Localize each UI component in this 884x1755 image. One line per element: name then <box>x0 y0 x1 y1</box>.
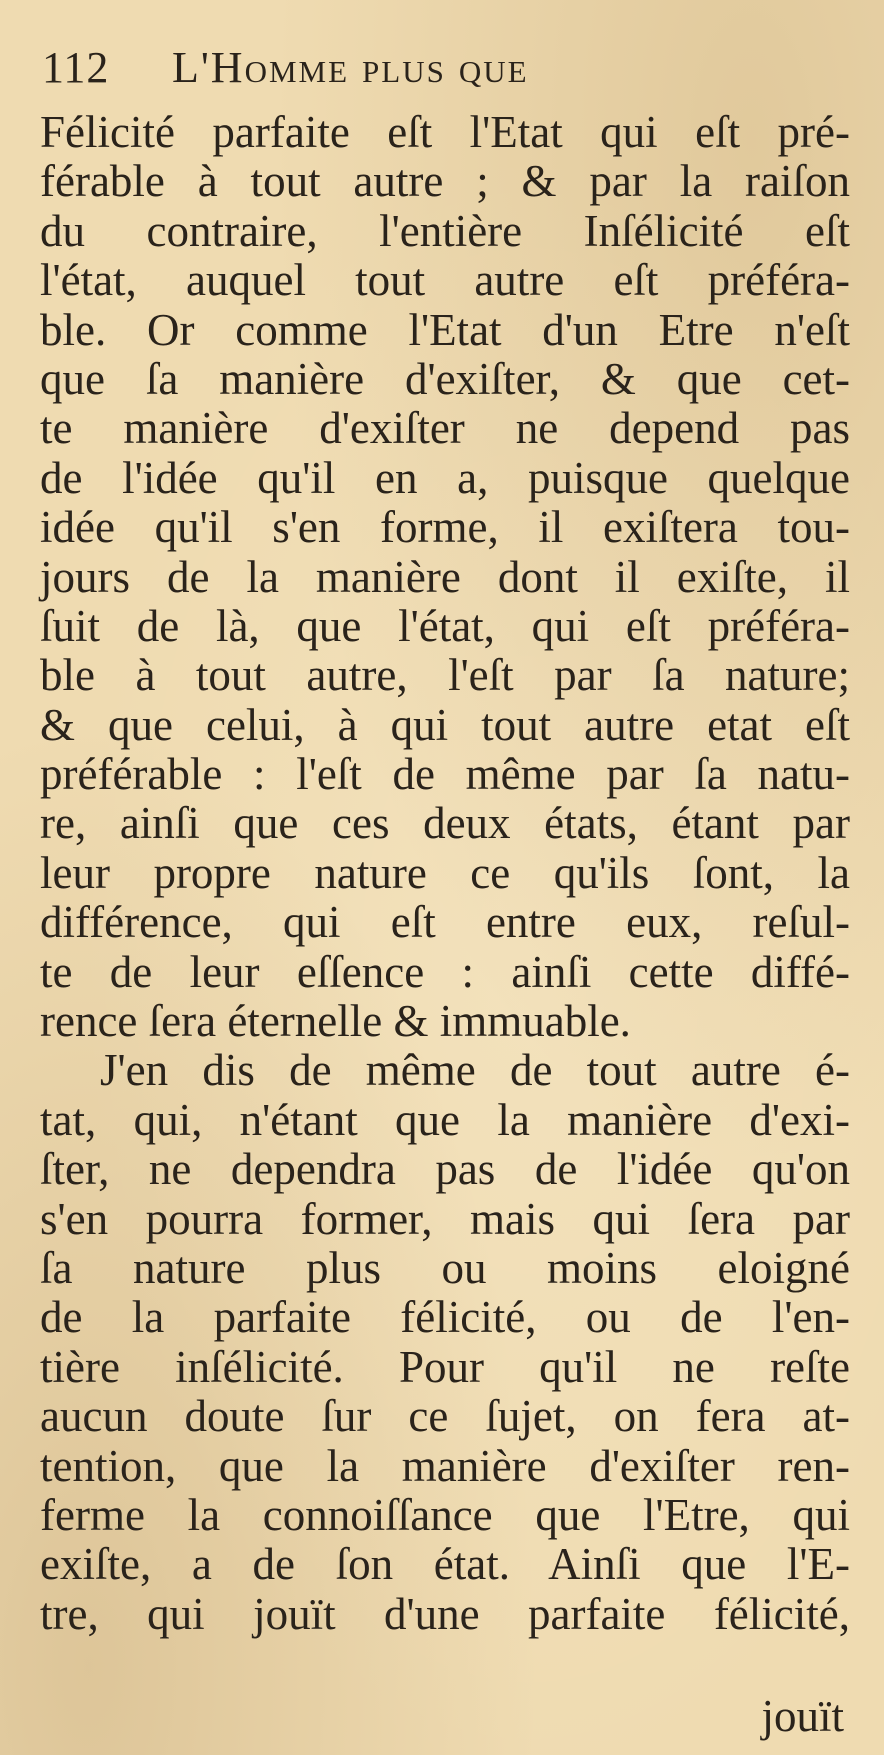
text-line: leur propre nature ce qu'ils ſont, la <box>40 847 850 898</box>
text-line: tention, que la manière d'exiſter ren- <box>40 1440 850 1491</box>
text-line: ble. Or comme l'Etat d'un Etre n'eſt <box>40 304 850 355</box>
text-line: aucun doute ſur ce ſujet, on fera at- <box>40 1391 850 1442</box>
text-line: de la parfaite félicité, ou de l'en- <box>40 1292 850 1343</box>
text-line: ferme la connoiſſance que l'Etre, qui <box>40 1489 850 1540</box>
text-line: tière inſélicité. Pour qu'il ne reſte <box>40 1341 850 1392</box>
text-line: Félicité parfaite eſt l'Etat qui eſt pré- <box>40 107 850 157</box>
text-line: tat, qui, n'étant que la manière d'exi- <box>40 1094 850 1145</box>
text-line: de l'idée qu'il en a, puisque quelque <box>40 452 850 503</box>
text-line: te manière d'exiſter ne depend pas <box>40 403 850 454</box>
text-line: s'en pourra former, mais qui ſera par <box>40 1193 850 1244</box>
text-line: préférable : l'eſt de même par ſa natu- <box>40 749 850 800</box>
text-line: du contraire, l'entière Inſélicité eſt <box>40 205 850 256</box>
text-line: ſuit de là, que l'état, qui eſt préféra- <box>40 600 850 651</box>
text-line: que ſa manière d'exiſter, & que cet- <box>40 353 850 404</box>
text-line: rence ſera éternelle & immuable. <box>40 996 631 1047</box>
text-line: te de leur eſſence : ainſi cette diffé- <box>40 946 850 997</box>
catchword: jouït <box>761 1691 844 1741</box>
text-line: ſa nature plus ou moins eloigné <box>40 1242 850 1293</box>
text-line: l'état, auquel tout autre eſt préféra- <box>40 255 850 306</box>
text-line: ble à tout autre, l'eſt par ſa nature; <box>40 650 850 701</box>
text-line: & que celui, à qui tout autre etat eſt <box>40 699 850 750</box>
text-line: idée qu'il s'en forme, il exiſtera tou- <box>40 502 850 553</box>
text-line: jours de la manière dont il exiſte, il <box>40 551 850 602</box>
page-header <box>42 40 842 90</box>
body-text <box>40 108 850 1639</box>
text-line: exiſte, a de ſon état. Ainſi que l'E- <box>40 1539 850 1590</box>
text-line: ſter, ne dependra pas de l'idée qu'on <box>40 1144 850 1195</box>
text-line: re, ainſi que ces deux états, étant par <box>40 798 850 849</box>
page-number: 112 <box>42 43 110 92</box>
running-head: L'Homme plus que <box>172 43 529 92</box>
text-line: tre, qui jouït d'une parfaite félicité, <box>40 1588 850 1639</box>
text-line: différence, qui eſt entre eux, reſul- <box>40 897 850 948</box>
text-line: férable à tout autre ; & par la raiſon <box>40 156 850 207</box>
text-line: J'en dis de même de tout autre é- <box>100 1045 850 1096</box>
